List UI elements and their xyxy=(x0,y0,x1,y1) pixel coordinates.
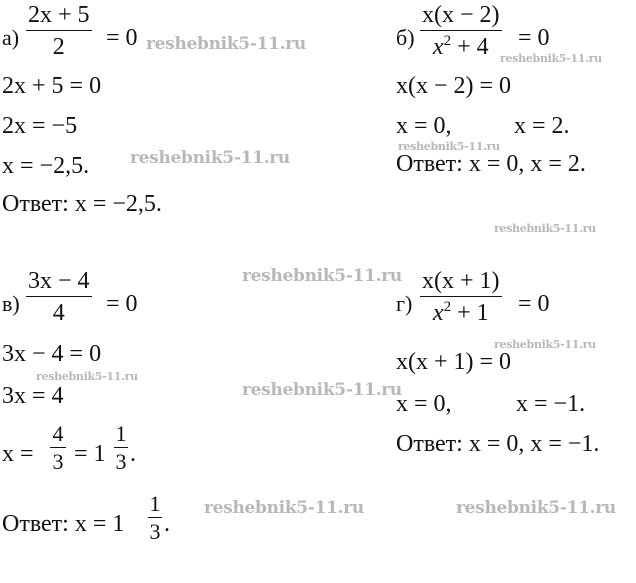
step-a-2: 2x = −5 xyxy=(2,113,78,139)
watermark: reshebnik5-11.ru xyxy=(242,266,402,286)
watermark: reshebnik5-11.ru xyxy=(242,380,402,400)
root-g-2: x = −1. xyxy=(516,391,586,417)
fraction-v-denominator: 4 xyxy=(52,300,65,326)
step-v-3-end: . xyxy=(130,441,136,467)
fraction-b-den-rest: + 4 xyxy=(451,34,489,60)
step-v-3-mixed-bar xyxy=(114,447,128,448)
answer-g: Ответ: x = 0, x = −1. xyxy=(396,431,600,457)
fraction-b xyxy=(420,2,502,60)
step-v-3-frac-bar xyxy=(50,447,66,448)
fraction-b-denominator xyxy=(431,34,491,60)
watermark: reshebnik5-11.ru xyxy=(130,148,290,168)
step-v-3-mixed-fraction xyxy=(114,422,128,474)
equation-g-rhs: = 0 xyxy=(518,291,550,317)
fraction-b-den-base: x xyxy=(432,34,444,60)
equation-v-rhs: = 0 xyxy=(106,291,138,317)
fraction-v xyxy=(26,268,92,326)
root-b-2: x = 2. xyxy=(514,113,570,139)
fraction-b-bar xyxy=(420,30,502,31)
answer-v-frac-num: 1 xyxy=(149,491,161,516)
watermark: reshebnik5-11.ru xyxy=(494,338,596,351)
answer-v-end: . xyxy=(164,511,170,537)
watermark: reshebnik5-11.ru xyxy=(36,370,138,383)
answer-v-lhs: Ответ: x = 1 xyxy=(2,511,125,537)
fraction-a-numerator: 2x + 5 xyxy=(28,2,90,28)
step-v-3-mixed-num: 1 xyxy=(115,421,127,446)
label-g: г) xyxy=(396,291,413,316)
step-v-2: 3x = 4 xyxy=(2,383,64,409)
fraction-g-numerator: x(x + 1) xyxy=(422,268,500,294)
watermark: reshebnik5-11.ru xyxy=(456,498,616,518)
step-v-3-fraction xyxy=(50,422,66,474)
answer-v-fraction xyxy=(148,492,162,544)
label-a: а) xyxy=(2,25,20,50)
fraction-g-den-rest: + 1 xyxy=(451,300,489,326)
step-v-3-lhs: x = xyxy=(2,441,34,467)
fraction-g-den-exp: 2 xyxy=(443,299,452,315)
answer-v-frac-den: 3 xyxy=(149,519,161,544)
fraction-g-bar xyxy=(420,296,502,297)
fraction-g-den-base: x xyxy=(432,300,444,326)
fraction-v-bar xyxy=(26,296,92,297)
equation-a-rhs: = 0 xyxy=(106,25,138,51)
step-a-3: x = −2,5. xyxy=(2,153,90,179)
watermark: reshebnik5-11.ru xyxy=(204,498,364,518)
label-v: в) xyxy=(2,291,20,316)
step-v-3-mixed-den: 3 xyxy=(115,449,127,474)
equation-b-rhs: = 0 xyxy=(518,25,550,51)
step-v-3-mid: = 1 xyxy=(74,441,106,467)
fraction-g xyxy=(420,268,502,326)
fraction-a-bar xyxy=(26,30,92,31)
step-v-3-frac-num: 4 xyxy=(52,421,64,446)
step-b-1: x(x − 2) = 0 xyxy=(396,73,512,99)
watermark: reshebnik5-11.ru xyxy=(500,52,602,65)
fraction-b-den-exp: 2 xyxy=(443,33,452,49)
answer-a: Ответ: x = −2,5. xyxy=(2,191,162,217)
watermark: reshebnik5-11.ru xyxy=(494,222,596,235)
step-a-1: 2x + 5 = 0 xyxy=(2,73,102,99)
step-v-3-frac-den: 3 xyxy=(52,449,64,474)
label-b: б) xyxy=(396,25,415,50)
answer-b: Ответ: x = 0, x = 2. xyxy=(396,151,586,177)
step-g-1: x(x + 1) = 0 xyxy=(396,349,512,375)
fraction-g-denominator xyxy=(431,300,491,326)
root-g-1: x = 0, xyxy=(396,391,452,417)
watermark: reshebnik5-11.ru xyxy=(146,34,306,54)
fraction-a-denominator: 2 xyxy=(52,34,65,60)
fraction-b-numerator: x(x − 2) xyxy=(422,2,500,28)
step-v-1: 3x − 4 = 0 xyxy=(2,341,102,367)
fraction-a xyxy=(26,2,92,60)
answer-v-frac-bar xyxy=(148,517,162,518)
fraction-v-numerator: 3x − 4 xyxy=(28,268,90,294)
watermark: reshebnik5-11.ru xyxy=(398,140,500,153)
root-b-1: x = 0, xyxy=(396,113,452,139)
